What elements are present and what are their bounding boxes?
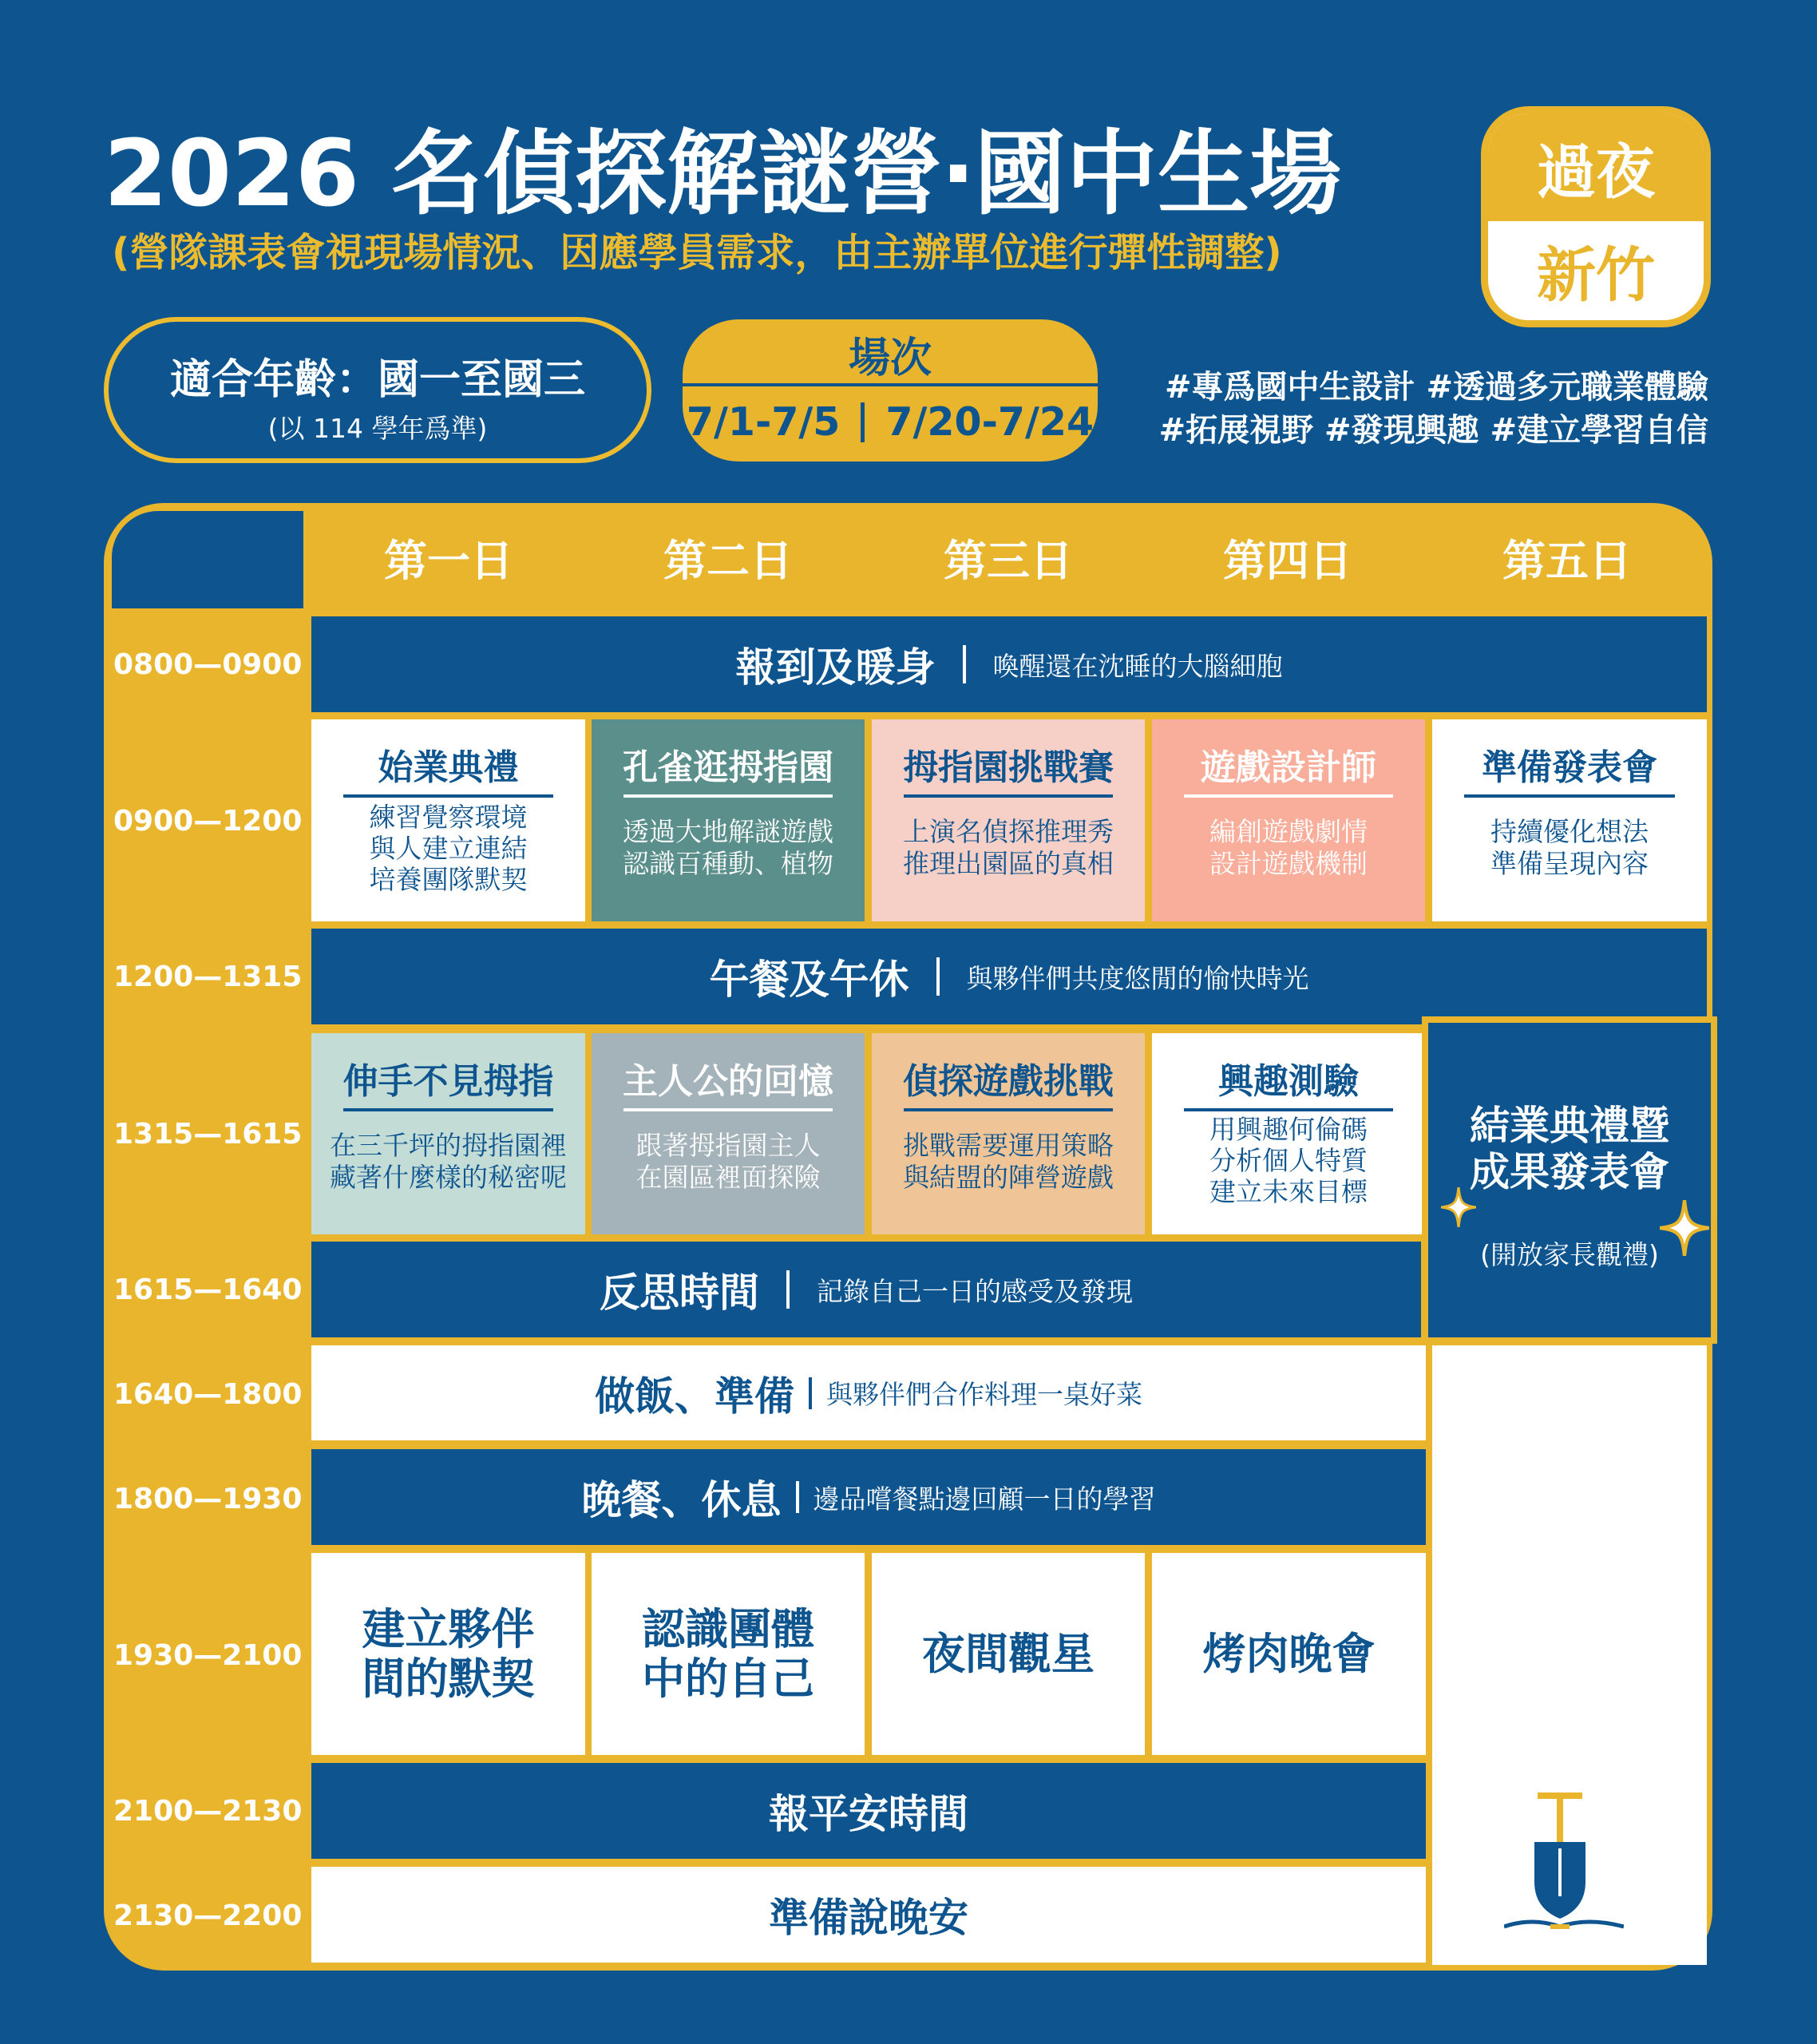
evening-title-line: 認識團體 <box>642 1603 814 1654</box>
activity-divider <box>1184 794 1393 798</box>
activity-desc-line: 跟著拇指園主人 <box>635 1130 821 1161</box>
time-label: 2100—2130 <box>113 1795 303 1828</box>
time-label: 1640—1800 <box>113 1378 303 1411</box>
activity-desc-line: 持續優化想法 <box>1490 816 1649 847</box>
activity-desc-line: 練習覺察環境 <box>369 802 528 833</box>
hashtag-line: #專爲國中生設計 #透過多元職業體驗 <box>1165 369 1708 406</box>
hashtags <box>1102 366 1708 452</box>
session-date-1: 7/1-7/5 <box>686 399 841 445</box>
activity-divider <box>343 794 553 798</box>
age-box <box>104 317 651 463</box>
activity-desc-line: 挑戰需要運用策略 <box>903 1130 1114 1161</box>
closing-note: (開放家長觀禮) <box>1480 1239 1659 1270</box>
age-label: 適合年齡：國一至國三 <box>169 356 585 404</box>
grid-corner <box>112 511 303 608</box>
activity-divider <box>1184 1108 1393 1111</box>
evening-title-line: 間的默契 <box>362 1653 535 1704</box>
activity-cell-morning-day5 <box>1432 719 1707 921</box>
activity-divider <box>343 1108 553 1111</box>
activity-desc-line: 準備呈現內容 <box>1490 848 1649 879</box>
session-date-2: 7/20-7/24 <box>885 399 1095 445</box>
evening-title-line: 中的自己 <box>642 1653 814 1704</box>
activity-cell-morning-day3 <box>872 719 1145 921</box>
activity-divider <box>623 794 833 798</box>
cooking-band <box>311 1345 1426 1440</box>
activity-desc-line: 推理出園區的真相 <box>903 848 1114 879</box>
goodnight-band <box>311 1867 1426 1963</box>
activity-title: 孔雀逛拇指園 <box>623 747 833 788</box>
session-date-separator <box>861 402 865 442</box>
band-separator <box>796 1481 799 1513</box>
badge-overnight-label: 過夜 <box>1488 113 1704 221</box>
activity-cell-afternoon-day2 <box>592 1033 865 1234</box>
session-box <box>683 319 1098 461</box>
cooking-title: 做飯、準備 <box>595 1373 794 1420</box>
evening-cell-day4 <box>1152 1553 1426 1755</box>
dinner-title: 晚餐、休息 <box>581 1477 782 1523</box>
day-header-2: 第二日 <box>663 536 793 586</box>
dinner-desc: 邊品嚐餐點邊回顧一日的學習 <box>813 1483 1156 1515</box>
reflection-band <box>311 1242 1421 1337</box>
activity-cell-afternoon-day3 <box>872 1033 1145 1234</box>
activity-desc-line: 編創遊戲劇情 <box>1209 816 1368 847</box>
lunch-desc: 與夥伴們共度悠閒的愉快時光 <box>966 962 1309 994</box>
checkin-title: 報到及暖身 <box>735 644 936 691</box>
lunch-title: 午餐及午休 <box>709 957 909 1003</box>
camp-type-badge <box>1481 106 1711 327</box>
time-label: 0800—0900 <box>113 648 303 681</box>
activity-desc-line: 與結盟的陣營遊戲 <box>903 1162 1114 1193</box>
evening-cell-day1 <box>311 1553 585 1755</box>
dinner-band <box>311 1449 1426 1545</box>
checkin-desc: 喚醒還在沈睡的大腦細胞 <box>992 650 1283 682</box>
activity-title: 偵探遊戲挑戰 <box>903 1061 1114 1102</box>
band-separator <box>809 1377 812 1409</box>
badge-location-label: 新竹 <box>1488 221 1704 320</box>
band-separator <box>963 645 966 683</box>
day-header-3: 第三日 <box>944 536 1073 586</box>
closing-title-line: 結業典禮暨 <box>1470 1103 1669 1149</box>
time-label: 1930—2100 <box>113 1639 303 1672</box>
session-divider <box>683 383 1098 386</box>
callhome-band <box>311 1763 1426 1859</box>
activity-desc-line: 透過大地解謎遊戲 <box>623 816 833 847</box>
activity-desc-line: 藏著什麼樣的秘密呢 <box>330 1162 567 1193</box>
checkin-band <box>311 616 1707 712</box>
time-label: 0900—1200 <box>113 805 303 838</box>
lunch-band <box>311 929 1707 1024</box>
activity-cell-morning-day1 <box>311 719 585 921</box>
time-label: 1200—1315 <box>113 961 303 993</box>
closing-title-line: 成果發表會 <box>1470 1149 1669 1195</box>
page-subtitle: (營隊課表會視現場情況、因應學員需求，由主辦單位進行彈性調整) <box>112 230 1282 275</box>
time-label: 1315—1615 <box>113 1118 303 1151</box>
activity-title: 遊戲設計師 <box>1201 747 1376 788</box>
shovel-icon <box>1504 1792 1624 1944</box>
closing-ceremony-cell <box>1422 1016 1717 1344</box>
activity-desc-line: 用興趣何倫碼 <box>1209 1114 1368 1145</box>
callhome-title: 報平安時間 <box>769 1791 968 1837</box>
band-separator <box>936 957 940 996</box>
activity-cell-morning-day2 <box>592 719 865 921</box>
hashtag-line: #拓展視野 #發現興趣 #建立學習自信 <box>1158 412 1708 449</box>
day-header-1: 第一日 <box>384 536 513 586</box>
activity-desc-line: 在園區裡面探險 <box>635 1162 821 1193</box>
age-note: (以 114 學年爲準) <box>267 413 488 444</box>
time-label: 2130—2200 <box>113 1899 303 1932</box>
activity-desc-line: 在三千坪的拇指園裡 <box>330 1130 567 1161</box>
activity-desc-line: 培養團隊默契 <box>369 864 528 895</box>
activity-title: 拇指園挑戰賽 <box>903 747 1114 788</box>
evening-cell-day2 <box>592 1553 865 1755</box>
activity-divider <box>904 1108 1113 1111</box>
activity-divider <box>904 794 1113 798</box>
activity-cell-afternoon-day4 <box>1152 1033 1425 1234</box>
activity-desc-line: 認識百種動、植物 <box>623 848 833 879</box>
activity-desc-line: 設計遊戲機制 <box>1209 848 1368 879</box>
activity-title: 伸手不見拇指 <box>342 1061 554 1102</box>
time-label: 1615—1640 <box>113 1274 303 1306</box>
day5-evening-empty <box>1432 1345 1707 1965</box>
activity-title: 始業典禮 <box>378 747 519 788</box>
reflection-title: 反思時間 <box>600 1270 759 1316</box>
activity-title: 準備發表會 <box>1482 747 1657 788</box>
activity-title: 主人公的回憶 <box>623 1061 833 1102</box>
sparkle-icon <box>1441 1187 1476 1227</box>
evening-title-line: 烤肉晚會 <box>1202 1628 1376 1679</box>
band-separator <box>786 1270 790 1309</box>
closing-title <box>1428 1103 1711 1195</box>
activity-desc-line: 與人建立連結 <box>369 833 528 864</box>
activity-desc-line: 上演名偵探推理秀 <box>903 816 1114 847</box>
activity-desc-line: 分析個人特質 <box>1209 1145 1368 1176</box>
page-title: 2026 名偵探解謎營‧國中生場 <box>104 121 1342 228</box>
day-header-5: 第五日 <box>1502 536 1632 586</box>
session-label: 場次 <box>848 335 932 382</box>
goodnight-title: 準備說晚安 <box>769 1895 968 1941</box>
evening-title-line: 夜間觀星 <box>922 1628 1095 1679</box>
activity-desc-line: 建立未來目標 <box>1209 1176 1368 1207</box>
session-dates <box>683 399 1098 445</box>
activity-cell-afternoon-day1 <box>311 1033 585 1234</box>
activity-cell-morning-day4 <box>1152 719 1425 921</box>
evening-cell-day3 <box>872 1553 1145 1755</box>
day-header-4: 第四日 <box>1223 536 1352 586</box>
activity-title: 興趣測驗 <box>1218 1061 1359 1102</box>
cooking-desc: 與夥伴們合作料理一桌好菜 <box>826 1379 1142 1410</box>
time-label: 1800—1930 <box>113 1483 303 1515</box>
evening-title-line: 建立夥伴 <box>362 1603 535 1654</box>
sparkle-icon <box>1660 1200 1709 1256</box>
activity-divider <box>623 1108 833 1111</box>
activity-divider <box>1464 794 1675 798</box>
reflection-desc: 記錄自己一日的感受及發現 <box>817 1275 1133 1307</box>
